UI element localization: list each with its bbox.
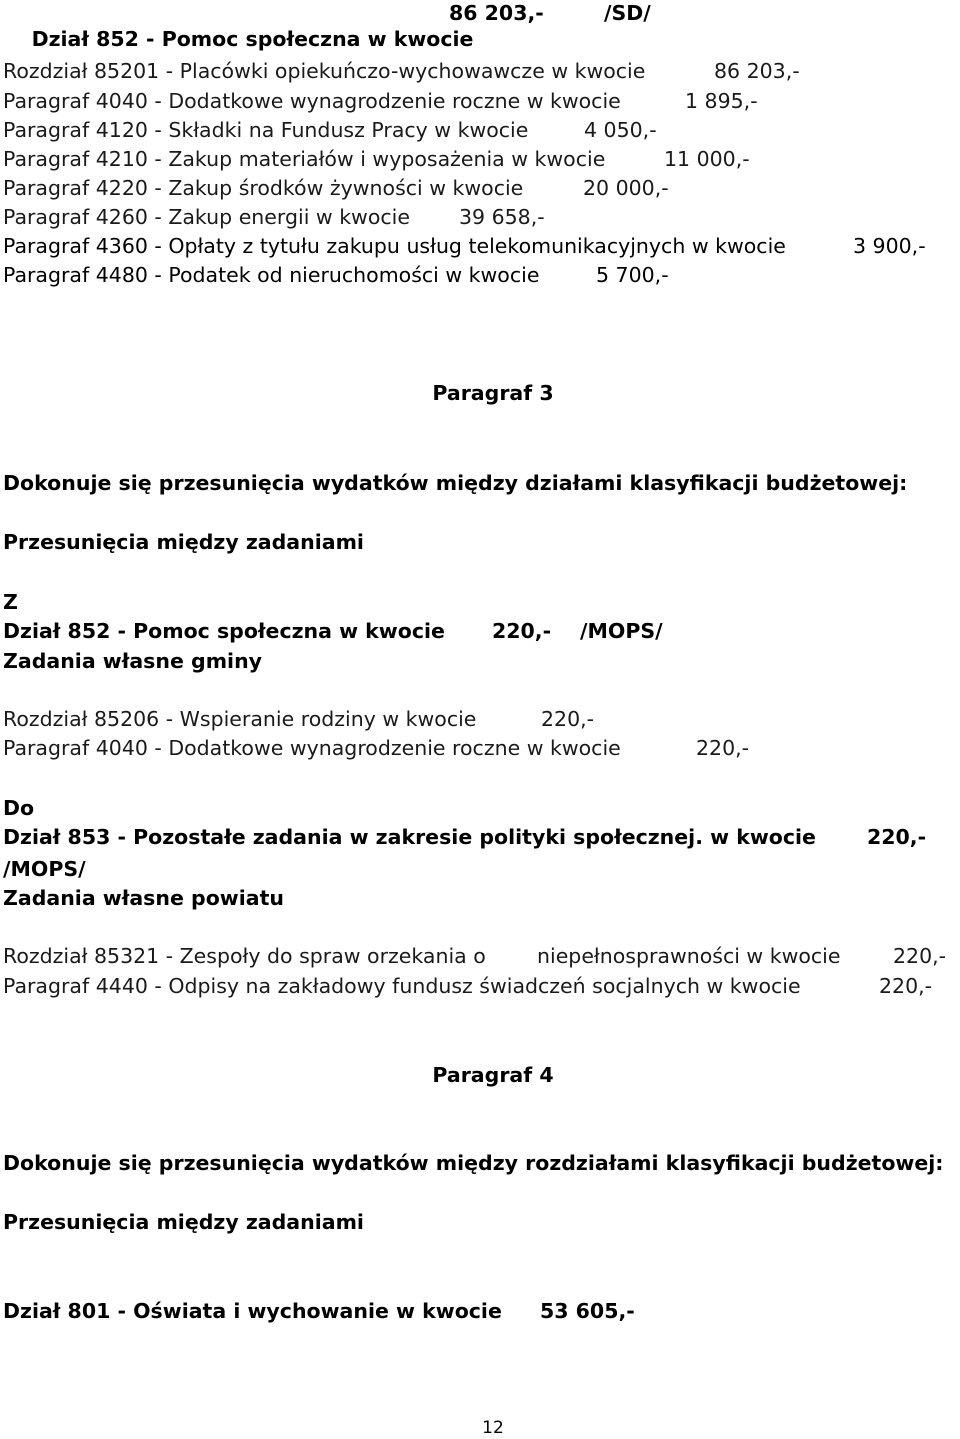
to-tag: /MOPS/ [3,857,86,881]
list-item-label: Paragraf 4210 - Zakup materiałów i wyposażenia w kwocie [3,147,606,171]
dzial-801-amount: 53 605,- [540,1299,635,1323]
list-item-amount: 4 050,- [584,118,657,142]
to-rozdzial-amount: 220,- [893,944,947,968]
header-tag: /SD/ [604,1,651,25]
from-rozdzial-label: Rozdział 85206 - Wspieranie rodziny w kwocie [3,707,477,731]
to-zadania: Zadania własne powiatu [3,886,284,910]
from-zadania: Zadania własne gminy [3,649,263,673]
to-paragraf-label: Paragraf 4440 - Odpisy na zakładowy fundusz świadczeń socjalnych w kwocie [3,974,801,998]
to-amount: 220,- [867,825,927,849]
header-title: Dział 852 - Pomoc społeczna w kwocie [31,27,474,51]
paragraf-3-subheading: Przesunięcia między zadaniami [3,530,364,554]
paragraf-4-subheading: Przesunięcia między zadaniami [3,1210,364,1234]
list-item-amount: 86 203,- [714,59,800,83]
list-item-label: Paragraf 4260 - Zakup energii w kwocie [3,205,410,229]
to-rozdzial-label-a: Rozdział 85321 - Zespoły do spraw orzekania o [3,944,486,968]
from-amount: 220,- [492,619,552,643]
list-item-label: Paragraf 4220 - Zakup środków żywności w kwocie [3,176,524,200]
to-rozdzial-label-b: niepełnosprawności w kwocie [537,944,841,968]
from-tag: /MOPS/ [580,619,663,643]
from-rozdzial-amount: 220,- [541,707,595,731]
to-dzial: Dział 853 - Pozostałe zadania w zakresie polityki społecznej. w kwocie [3,825,816,849]
list-item-label: Rozdział 85201 - Placówki opiekuńczo-wychowawcze w kwocie [3,59,646,83]
list-item-amount: 11 000,- [664,147,750,171]
paragraf-4-intro: Dokonuje się przesunięcia wydatków między rozdziałami klasyfikacji budżetowej: [3,1151,944,1175]
list-item-amount: 39 658,- [459,205,545,229]
from-paragraf-amount: 220,- [696,736,750,760]
list-item-amount: 1 895,- [685,89,758,113]
list-item-amount: 5 700,- [596,263,669,287]
list-item-amount: 20 000,- [583,176,669,200]
paragraf-3-heading: Paragraf 3 [432,381,554,405]
list-item-amount: 3 900,- [853,234,926,258]
list-item-label: Paragraf 4360 - Opłaty z tytułu zakupu usług telekomunikacyjnych w kwocie [3,234,786,258]
list-item-label: Paragraf 4480 - Podatek od nieruchomości w kwocie [3,263,540,287]
list-item-label: Paragraf 4120 - Składki na Fundusz Pracy w kwocie [3,118,529,142]
paragraf-4-heading: Paragraf 4 [432,1063,554,1087]
header-amount: 86 203,- [449,1,544,25]
paragraf-3-intro: Dokonuje się przesunięcia wydatków między działami klasyfikacji budżetowej: [3,471,908,495]
to-label: Do [3,796,35,820]
page-number: 12 [482,1418,504,1438]
dzial-801: Dział 801 - Oświata i wychowanie w kwocie [3,1299,502,1323]
from-paragraf-label: Paragraf 4040 - Dodatkowe wynagrodzenie roczne w kwocie [3,736,621,760]
from-label: Z [3,590,18,614]
to-paragraf-amount: 220,- [879,974,933,998]
from-dzial: Dział 852 - Pomoc społeczna w kwocie [3,619,445,643]
list-item-label: Paragraf 4040 - Dodatkowe wynagrodzenie roczne w kwocie [3,89,621,113]
